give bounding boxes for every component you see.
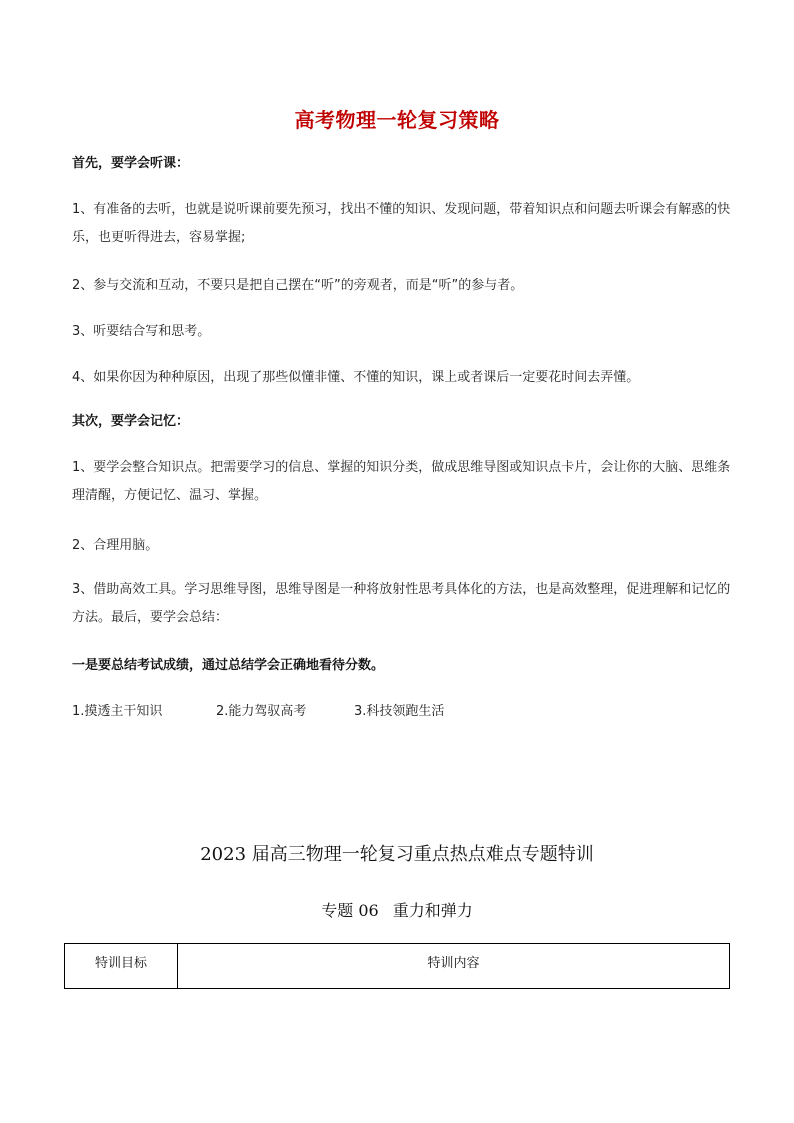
section1-item-2: 2、参与交流和互动，不要只是把自己摆在“听”的旁观者，而是“听”的参与者。 bbox=[72, 278, 524, 293]
tag-1: 1.摸透主干知识 bbox=[72, 704, 163, 719]
topic-number: 专题 06 bbox=[321, 901, 379, 920]
training-table bbox=[64, 943, 730, 989]
tagline bbox=[72, 700, 444, 724]
section2-heading: 其次，要学会记忆： bbox=[72, 414, 190, 429]
section2-item-1: 1、要学会整合知识点。把需要学习的信息、掌握的知识分类，做成思维导图或知识点卡片，会让你的大脑、思维条理清醒，方便记忆、温习、掌握。 bbox=[72, 460, 731, 503]
tag-3: 3.科技领跑生活 bbox=[354, 704, 445, 719]
section1-heading: 首先，要学会听课： bbox=[72, 156, 190, 171]
section1-item-3: 3、听要结合写和思考。 bbox=[72, 324, 211, 339]
section2-item-2: 2、合理用脑。 bbox=[72, 538, 159, 553]
summary-line: 一是要总结考试成绩，通过总结学会正确地看待分数。 bbox=[72, 658, 385, 673]
section1-item-4: 4、如果你因为种种原因，出现了那些似懂非懂、不懂的知识，课上或者课后一定要花时间去弄懂。 bbox=[72, 370, 640, 385]
topic-title bbox=[0, 898, 794, 921]
tag-2: 2.能力驾驭高考 bbox=[216, 704, 307, 719]
main-title: 高考物理一轮复习策略 bbox=[294, 108, 500, 132]
topic-name: 重力和弹力 bbox=[392, 901, 473, 920]
table-header-row bbox=[65, 944, 730, 989]
table-header-content: 特训内容 bbox=[178, 944, 730, 989]
section2-item-3: 3、借助高效工具。学习思维导图，思维导图是一种将放射性思考具体化的方法，也是高效整理，促进理解和记忆的方法。最后，要学会总结： bbox=[72, 582, 731, 625]
section1-item-1: 1、有准备的去听，也就是说听课前要先预习，找出不懂的知识、发现问题，带着知识点和问题去听课会有解惑的快乐，也更听得进去，容易掌握; bbox=[72, 202, 731, 245]
table-header-target: 特训目标 bbox=[65, 944, 178, 989]
series-title: 2023 届高三物理一轮复习重点热点难点专题特训 bbox=[200, 844, 594, 865]
